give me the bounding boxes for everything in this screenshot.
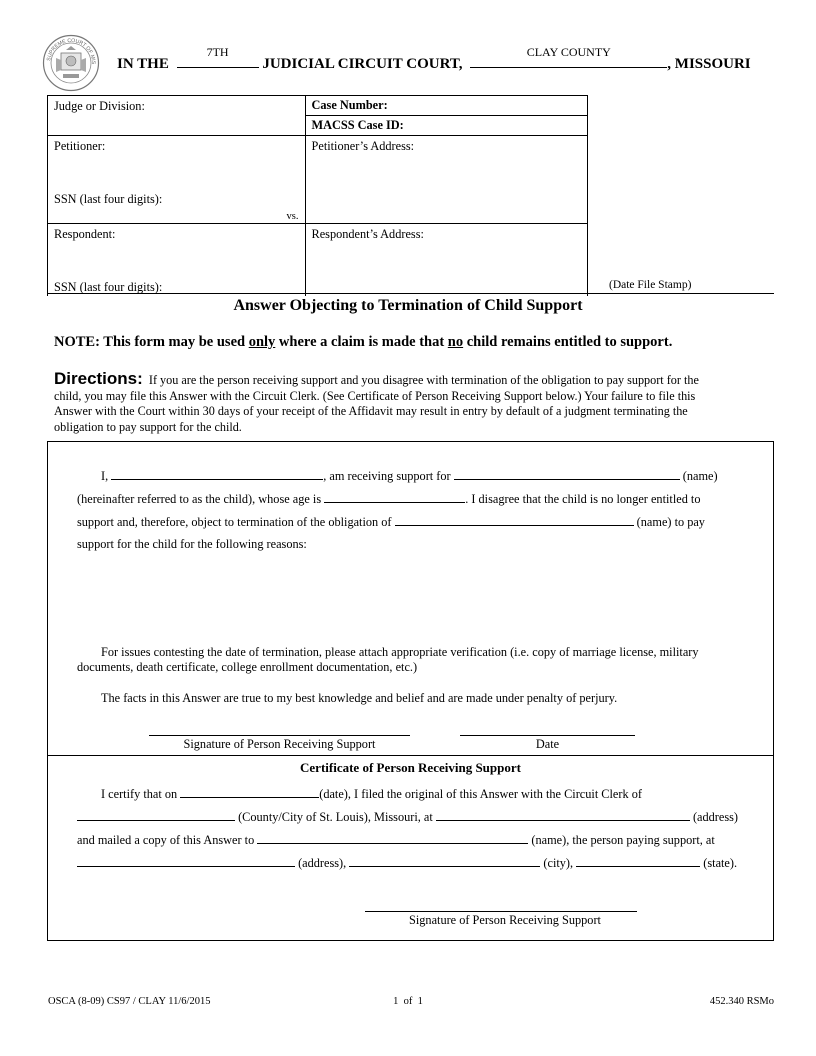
answerer-name-field[interactable] bbox=[111, 468, 323, 480]
child-name-field[interactable] bbox=[454, 468, 680, 480]
macss-label: MACSS Case ID: bbox=[311, 118, 404, 132]
answer-date-line[interactable] bbox=[460, 735, 635, 736]
certificate-city-label: (city), bbox=[543, 856, 574, 870]
certificate-address-label-2: (address), bbox=[298, 856, 347, 870]
respondent-address-label: Respondent’s Address: bbox=[311, 227, 424, 241]
answer-line-2 bbox=[77, 491, 701, 507]
county-value: CLAY COUNTY bbox=[526, 45, 611, 59]
issues-line-1: For issues contesting the date of termination, please attach appropriate verification (i.e. copy of marriage license, military bbox=[101, 645, 699, 659]
certificate-signature-label: Signature of Person Receiving Support bbox=[409, 913, 601, 927]
reasons-area[interactable] bbox=[77, 556, 757, 644]
obligor-name-field[interactable] bbox=[395, 514, 634, 526]
certificate-line-4 bbox=[77, 855, 737, 871]
clerk-address-field[interactable] bbox=[436, 809, 690, 821]
seal-icon bbox=[42, 34, 100, 92]
petitioner-cell[interactable] bbox=[48, 136, 306, 224]
footer-form-id: OSCA (8-09) CS97 / CLAY 11/6/2015 bbox=[48, 996, 211, 1007]
certificate-line-2-text: (County/City of St. Louis), Missouri, at bbox=[238, 810, 433, 824]
circuit-field[interactable] bbox=[177, 45, 259, 68]
note-prefix: NOTE: This form may be used bbox=[54, 334, 249, 350]
footer-page-number: 1 of 1 bbox=[393, 996, 423, 1007]
certificate-line-3-text: and mailed a copy of this Answer to bbox=[77, 833, 255, 847]
payor-name-field[interactable] bbox=[257, 832, 528, 844]
judicial-circuit-court-label: JUDICIAL CIRCUIT COURT, bbox=[262, 56, 463, 72]
respondent-ssn-label: SSN (last four digits): bbox=[54, 280, 163, 294]
certificate-signature-line[interactable] bbox=[365, 911, 637, 912]
respondent-cell[interactable] bbox=[48, 224, 306, 296]
answer-line-3 bbox=[77, 514, 705, 530]
certificate-line-3-text-b: (name), the person paying support, at bbox=[531, 833, 715, 847]
certificate-address-label: (address) bbox=[692, 810, 739, 824]
answer-line-2-text: (hereinafter referred to as the child), whose age is bbox=[77, 492, 322, 506]
payor-address-field[interactable] bbox=[77, 855, 295, 867]
note-no: no bbox=[447, 334, 464, 350]
payor-city-field[interactable] bbox=[349, 855, 540, 867]
respondent-address-cell[interactable] bbox=[305, 224, 587, 296]
answer-signature-line[interactable] bbox=[149, 735, 410, 736]
court-seal bbox=[42, 34, 100, 92]
note-only: only bbox=[248, 334, 276, 350]
answer-i-label: I, bbox=[101, 469, 109, 483]
date-file-stamp-label: (Date File Stamp) bbox=[609, 279, 692, 291]
circuit-value: 7TH bbox=[206, 45, 229, 59]
macss-cell[interactable] bbox=[305, 116, 587, 136]
payor-state-field[interactable] bbox=[576, 855, 700, 867]
judge-cell[interactable] bbox=[48, 96, 306, 136]
answer-date-label: Date bbox=[535, 737, 560, 751]
certificate-state-label: (state). bbox=[703, 856, 738, 870]
certificate-line-2 bbox=[77, 809, 738, 825]
note bbox=[54, 334, 672, 351]
case-number-label: Case Number: bbox=[311, 98, 388, 112]
answer-line-2-text-b: . I disagree that the child is no longer entitled to bbox=[465, 492, 701, 506]
facts-statement: The facts in this Answer are true to my best knowledge and belief and are made under penalty of perjury. bbox=[101, 691, 618, 705]
footer-statute: 452.340 RSMo bbox=[709, 996, 774, 1007]
in-the-label: IN THE bbox=[117, 56, 169, 72]
county-field-2[interactable] bbox=[77, 809, 235, 821]
certificate-line-1-text-b: (date), I filed the original of this Answer with the Circuit Clerk of bbox=[319, 787, 642, 801]
svg-text:SUPREME COURT OF MISSOURI: SUPREME COURT OF MIS bbox=[46, 37, 97, 65]
directions-line-4: obligation to pay support for the child. bbox=[54, 419, 242, 434]
vs-label: vs. bbox=[286, 211, 299, 222]
note-suffix: child remains entitled to support. bbox=[463, 334, 673, 350]
answer-signature-label: Signature of Person Receiving Support bbox=[183, 737, 376, 751]
directions-line-2: child, you may file this Answer with the Circuit Clerk. (See Certificate of Person Receiving Support below.) Your failure to file this bbox=[54, 388, 696, 403]
petitioner-label: Petitioner: bbox=[54, 139, 106, 153]
answer-line-4: support for the child for the following reasons: bbox=[77, 537, 307, 551]
state-label: , MISSOURI bbox=[667, 56, 751, 72]
answer-line-3-text: support and, therefore, object to termination of the obligation of bbox=[77, 515, 392, 529]
case-number-cell[interactable] bbox=[305, 96, 587, 116]
certificate-line-1-text: I certify that on bbox=[101, 787, 178, 801]
directions bbox=[54, 371, 774, 435]
directions-line-3: Answer with the Court within 30 days of your receipt of the Affidavit may result in entry by default of a judgment terminating the bbox=[54, 404, 688, 418]
respondent-label: Respondent: bbox=[54, 227, 116, 241]
answer-name-label-1: (name) bbox=[682, 469, 718, 483]
judge-label: Judge or Division: bbox=[54, 99, 145, 113]
certificate-line-1 bbox=[101, 786, 642, 802]
directions-line-1: If you are the person receiving support and you disagree with termination of the obligation to pay support for the bbox=[148, 373, 699, 387]
directions-label: Directions: bbox=[54, 369, 143, 388]
certificate-title: Certificate of Person Receiving Support bbox=[300, 760, 521, 775]
filing-date-field[interactable] bbox=[180, 786, 319, 798]
certificate-line-3 bbox=[77, 832, 715, 848]
answer-line-1 bbox=[101, 468, 718, 484]
answer-name-label-2: (name) to pay bbox=[636, 515, 705, 529]
petitioner-address-cell[interactable] bbox=[305, 136, 587, 224]
court-header bbox=[117, 45, 777, 76]
county-field[interactable] bbox=[470, 45, 667, 68]
form-title: Answer Objecting to Termination of Child Support bbox=[233, 297, 583, 314]
petitioner-address-label: Petitioner’s Address: bbox=[311, 139, 415, 153]
petitioner-ssn-label: SSN (last four digits): bbox=[54, 192, 163, 206]
case-caption-table bbox=[47, 95, 588, 296]
issues-line-2: documents, death certificate, college enrollment documentation, etc.) bbox=[77, 660, 418, 674]
caption-bottom-rule bbox=[47, 293, 774, 294]
note-middle: where a claim is made that bbox=[275, 334, 448, 350]
child-age-field[interactable] bbox=[324, 491, 465, 503]
answer-receiving-label: , am receiving support for bbox=[323, 469, 451, 483]
